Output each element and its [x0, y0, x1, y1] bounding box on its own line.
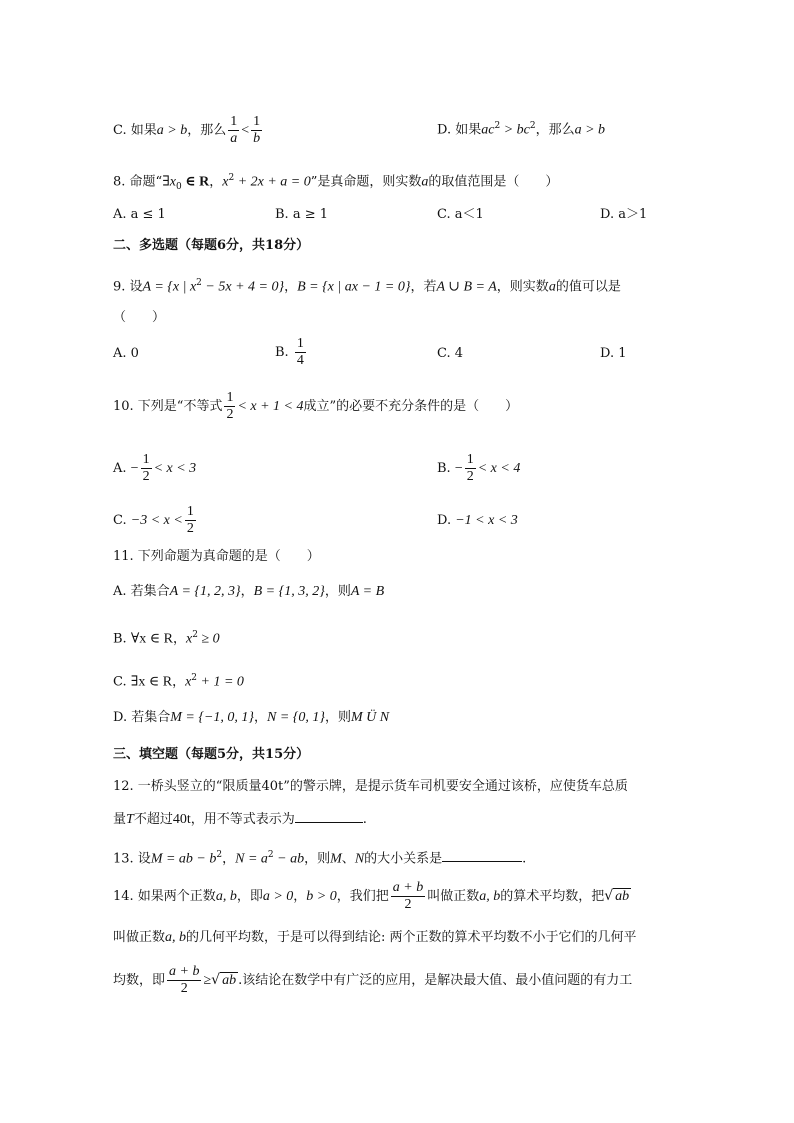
fraction: $\frac{1}{2}$ — [466, 452, 474, 484]
q8-option-a[interactable]: A. a ≤ 1 — [113, 207, 166, 222]
fraction: $\frac{1}{2}$ — [186, 504, 194, 536]
q10-option-a[interactable]: A. − $\frac{1}{2}$ < x < 3 — [113, 452, 197, 484]
q14-line3: 均数，即 $\frac{a + b}{2}$ ≥√ ab .该结论在数学中有广泛的应用，是解决最大值、最小值问题的有力工 — [113, 964, 633, 996]
radical-sign: √ — [604, 888, 614, 904]
section-heading: 二、多选题（每题6分，共18分） — [113, 238, 310, 253]
q10-option-c[interactable]: C. −3 < x < $\frac{1}{2}$ — [113, 504, 194, 536]
q8-stem: 8. 命题“$\exists x_0$ ∈ R，$x^2 + 2x + a = 0$”是真命题，则实数a的取值范围是（ ） — [113, 173, 559, 192]
q9-option-a[interactable]: A. 0 — [113, 346, 139, 361]
q13-stem: 13. 设M = ab − $b^2$，$N = a^2$ − ab，则M、N的大小关系是 . — [113, 845, 526, 869]
section-heading: 三、填空题（每题5分，共15分） — [113, 747, 310, 762]
fraction: $\frac{1}{2}$ — [226, 390, 234, 422]
q12-line2: 量T不超过40t，用不等式表示为 . — [113, 808, 367, 830]
q8-option-b[interactable]: B. a ≥ 1 — [275, 207, 328, 222]
q9-stem: 9. 设A = {x | $x^2 - 5x + 4 = 0$}，B = {x | ax − 1 = 0}，若A ∪ B = A，则实数a的值可以是 — [113, 278, 621, 295]
fraction: $\frac{a + b}{2}$ — [169, 964, 200, 996]
q14-line2: 叫做正数a, b的几何平均数，于是可以得到结论: 两个正数的算术平均数不小于它们的几何平 — [113, 930, 637, 945]
q9-option-c[interactable]: C. 4 — [437, 346, 464, 361]
q14-line1: 14. 如果两个正数a, b，即a > 0，b > 0，我们把 $\frac{a + b}{2}$ 叫做正数a, b的算术平均数，把√ ab — [113, 880, 630, 912]
answer-blank[interactable] — [295, 808, 363, 823]
q11-option-b[interactable]: B. ∀x ∈ R，$x^2 \ge 0$ — [113, 630, 220, 647]
q9-option-b[interactable]: B. $\frac{1}{4}$ — [275, 336, 304, 368]
fraction: $\frac{a + b}{2}$ — [392, 880, 424, 912]
q10-stem: 10. 下列是“不等式 $\frac{1}{2}$ < x + 1 < 4成立”的必要不充分条件的是（ ） — [113, 390, 519, 422]
q8-option-c[interactable]: C. a＜1 — [437, 207, 484, 222]
q10-option-d[interactable]: D. −1 < x < 3 — [437, 513, 518, 528]
fraction: $\frac{1}{b}$ — [253, 114, 261, 146]
q7-option-c[interactable]: C. 如果a > b，那么 $\frac{1}{a}$ < $\frac{1}{b}$ — [113, 114, 261, 146]
q12-line1: 12. 一桥头竖立的“限质量40t”的警示牌，是提示货车司机要安全通过该桥，应使货车总质 — [113, 779, 628, 794]
fraction: $\frac{1}{4}$ — [296, 336, 304, 368]
q10-option-b[interactable]: B. − $\frac{1}{2}$ < x < 4 — [437, 452, 521, 484]
q9-paren: （ ） — [113, 310, 166, 325]
q7-option-d[interactable]: D. 如果$ac^2 > bc^2$，那么a > b — [437, 121, 606, 138]
q9-option-d[interactable]: D. 1 — [600, 346, 627, 361]
q11-stem: 11. 下列命题为真命题的是（ ） — [113, 549, 320, 564]
q8-option-d[interactable]: D. a＞1 — [600, 207, 648, 222]
q11-option-d[interactable]: D. 若集合M = {−1, 0, 1}，N = {0, 1}，则M Ü N — [113, 710, 390, 725]
radical-sign: √ — [211, 972, 221, 988]
fraction: $\frac{1}{2}$ — [142, 452, 150, 484]
q11-option-c[interactable]: C. ∃x ∈ R，$x^2 + 1 = 0$ — [113, 673, 244, 690]
q11-option-a[interactable]: A. 若集合A = {1, 2, 3}，B = {1, 3, 2}，则A = B — [113, 584, 385, 599]
answer-blank[interactable] — [442, 847, 522, 862]
fraction: $\frac{1}{a}$ — [230, 114, 238, 146]
